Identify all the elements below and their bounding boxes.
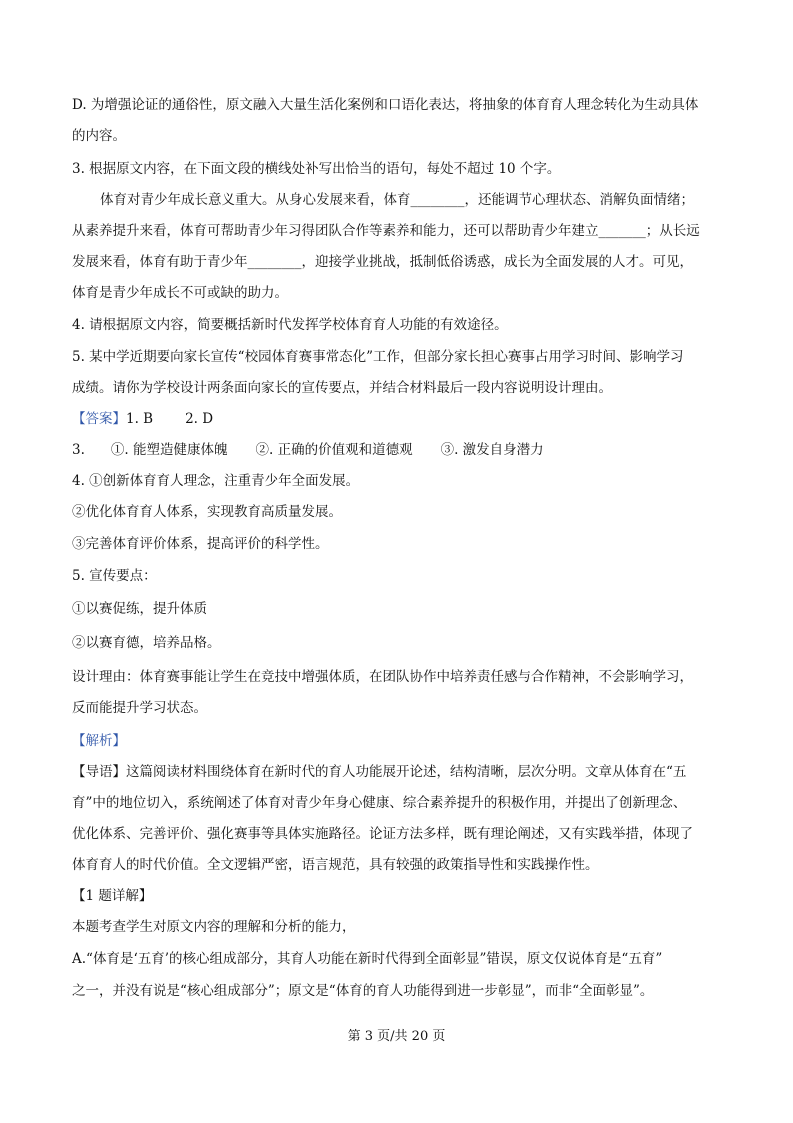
question-5-line2: 成绩。请你为学校设计两条面向家长的宣传要点，并结合材料最后一段内容说明设计理由。 [72,380,612,396]
question-4-prompt: 4. 请根据原文内容，简要概括新时代发挥学校体育育人功能的有效途径。 [72,317,508,333]
question-d-line2: 的内容。 [72,128,126,144]
question-3-passage-line: 从素养提升来看，体育可帮助青少年习得团队合作等素养和能力，还可以帮助青少年建立_______；从长远 [72,223,700,239]
answer-q4-line: ③完善体育评价体系，提高评价的科学性。 [72,536,329,552]
question-3-passage-line: 发展来看，体育有助于青少年________，迎接学业挑战，抵制低俗诱惑，成长为全面发展的人才。可见， [72,254,693,270]
answer-q3-row [72,441,544,459]
detail-line: 之一，并没有说是“核心组成部分”；原文是“体育的育人功能得到进一步彰显”，而非“全面彰显”。 [72,983,654,999]
answer-q2: 2. D [185,411,214,427]
answer-tag: 【答案】 [72,411,126,427]
answer-q5-point: ②以赛育德，培养品格。 [72,635,221,651]
question-3-prompt: 3. 根据原文内容，在下面文段的横线处补写出恰当的语句，每处不超过 10 个字。 [72,161,561,177]
analysis-intro-line: 育”中的地位切入，系统阐述了体育对青少年身心健康、综合素养提升的积极作用，并提出了创新理念、 [72,795,687,811]
answer-q3-item: ②. 正确的价值观和道德观 [255,442,413,458]
detail-line: A.“体育是‘五育’的核心组成部分，其育人功能在新时代得到全面彰显”错误，原文仅说体育是“五育” [72,951,663,967]
detail-line: 本题考查学生对原文内容的理解和分析的能力， [72,919,356,935]
question-3-passage-line: 体育对青少年成长意义重大。从身心发展来看，体育________，还能调节心理状态、消解负面情绪； [100,192,694,208]
answer-q4-line: 4. ①创新体育育人理念，注重青少年全面发展。 [72,473,360,489]
answer-q1: 1. B [126,411,154,427]
analysis-tag: 【解析】 [72,733,126,749]
answer-q5-reason-line: 设计理由：体育赛事能让学生在竞技中增强体质，在团队协作中培养责任感与合作精神，不会影响学习， [72,669,693,685]
question-d-line1: D. 为增强论证的通俗性，原文融入大量生活化案例和口语化表达，将抽象的体育育人理念转化为生动具体 [72,97,699,113]
answer-q3-number: 3. [72,442,85,458]
analysis-intro-line: 体育育人的时代价值。全文逻辑严密，语言规范，具有较强的政策指导性和实践操作性。 [72,857,599,873]
answer-q5-point: ①以赛促练，提升体质 [72,601,207,617]
answer-row-1-2 [72,410,213,428]
answer-q5-title: 5. 宣传要点： [72,568,157,584]
question-3-passage-line: 体育是青少年成长不可或缺的助力。 [72,285,288,301]
answer-q5-reason-line: 反而能提升学习状态。 [72,700,207,716]
answer-q4-line: ②优化体育育人体系，实现教育高质量发展。 [72,504,342,520]
analysis-intro-line: 【导语】这篇阅读材料围绕体育在新时代的育人功能展开论述，结构清晰，层次分明。文章从体育在“五 [72,764,687,780]
detail-tag: 【1 题详解】 [72,888,153,904]
analysis-intro-line: 优化体系、完善评价、强化赛事等具体实施路径。论证方法多样，既有理论阐述，又有实践举措，体现了 [72,826,693,842]
answer-q3-item: ③. 激发自身潜力 [440,442,544,458]
page-footer: 第 3 页/共 20 页 [347,1029,446,1044]
question-5-line1: 5. 某中学近期要向家长宣传“校园体育赛事常态化”工作，但部分家长担心赛事占用学习时间、影响学习 [72,349,684,365]
answer-q3-item: ①. 能塑造健康体魄 [110,442,228,458]
